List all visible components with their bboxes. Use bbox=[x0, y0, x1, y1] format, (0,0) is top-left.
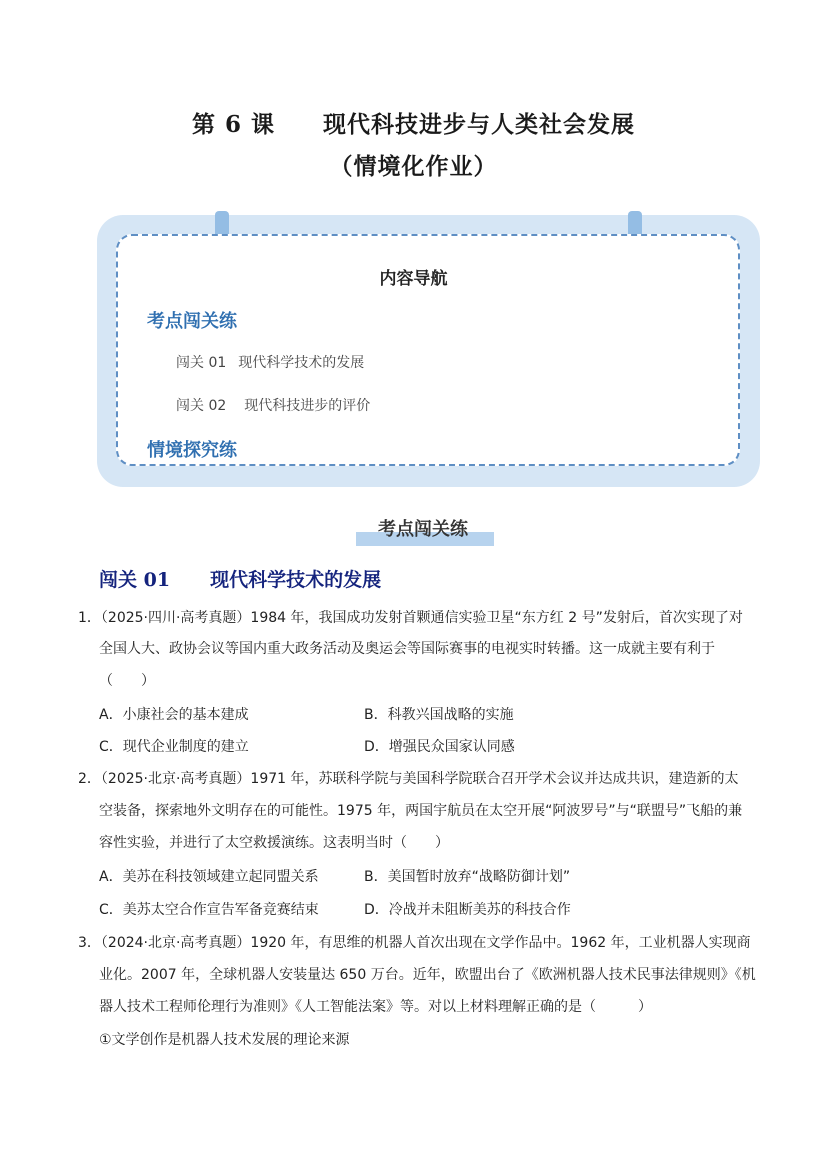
question-3-line-2: 业化。2007 年，全球机器人安装量达 650 万台。近年，欧盟出台了《欧洲机器人技术民事法律规则》《机 bbox=[99, 967, 756, 983]
question-2-line-1: 2．（2025·北京·高考真题）1971 年，苏联科学院与美国科学院联合召开学术会议并达成共识，建造新的太 bbox=[78, 771, 739, 787]
nav-item-title: 现代科学技术的发展 bbox=[238, 355, 365, 371]
nav-section-scenario[interactable]: 情境探究练 bbox=[147, 440, 237, 461]
question-2-option-b[interactable]: B．美国暂时放弃“战略防御计划” bbox=[364, 869, 571, 885]
subtitle: （情境化作业） bbox=[329, 153, 498, 180]
question-1-option-a[interactable]: A．小康社会的基本建成 bbox=[99, 707, 249, 723]
section-banner: 考点闯关练 bbox=[378, 519, 468, 540]
nav-item-level-01[interactable] bbox=[176, 352, 364, 372]
question-2-option-d[interactable]: D．冷战并未阻断美苏的科技合作 bbox=[364, 902, 571, 918]
question-3-line-1: 3．（2024·北京·高考真题）1920 年，有思维的机器人首次出现在文学作品中。1962 年，工业机器人实现商 bbox=[78, 935, 751, 951]
nav-section-checkpoints[interactable]: 考点闯关练 bbox=[147, 311, 237, 332]
question-1-line-3: （ ） bbox=[99, 673, 155, 689]
question-1-option-d[interactable]: D．增强民众国家认同感 bbox=[364, 739, 515, 755]
question-2-line-3: 容性实验，并进行了太空救援演练。这表明当时（ ） bbox=[99, 835, 449, 851]
level-code: 闯关 01 bbox=[99, 569, 171, 591]
level-title-text: 现代科学技术的发展 bbox=[210, 569, 382, 591]
nav-item-level-02[interactable] bbox=[176, 395, 370, 415]
question-1-line-1: 1．（2025·四川·高考真题）1984 年，我国成功发射首颗通信实验卫星“东方红 2 号”发射后，首次实现了对 bbox=[78, 610, 743, 626]
question-1-option-b[interactable]: B．科教兴国战略的实施 bbox=[364, 707, 514, 723]
question-3-statement-1: ①文学创作是机器人技术发展的理论来源 bbox=[99, 1032, 350, 1048]
question-2-option-c[interactable]: C．美苏太空合作宣告军备竞赛结束 bbox=[99, 902, 319, 918]
question-2-option-a[interactable]: A．美苏在科技领域建立起同盟关系 bbox=[99, 869, 319, 885]
nav-item-code: 闯关 01 bbox=[176, 355, 227, 371]
lesson-title bbox=[0, 106, 827, 139]
question-3-line-3: 器人技术工程师伦理行为准则》《人工智能法案》等。对以上材料理解正确的是（ ） bbox=[99, 999, 652, 1015]
nav-item-code: 闯关 02 bbox=[176, 398, 227, 414]
nav-heading: 内容导航 bbox=[379, 269, 448, 289]
lesson-label: 第 6 课 bbox=[191, 111, 276, 138]
lesson-title-text: 现代科技进步与人类社会发展 bbox=[323, 111, 636, 138]
level-title bbox=[99, 565, 381, 592]
nav-item-title: 现代科技进步的评价 bbox=[244, 398, 371, 414]
question-1-option-c[interactable]: C．现代企业制度的建立 bbox=[99, 739, 249, 755]
question-2-line-2: 空装备，探索地外文明存在的可能性。1975 年，两国宇航员在太空开展“阿波罗号”与“联盟号”飞船的兼 bbox=[99, 803, 743, 819]
question-1-line-2: 全国人大、政协会议等国内重大政务活动及奥运会等国际赛事的电视实时转播。这一成就主要有利于 bbox=[99, 641, 715, 657]
